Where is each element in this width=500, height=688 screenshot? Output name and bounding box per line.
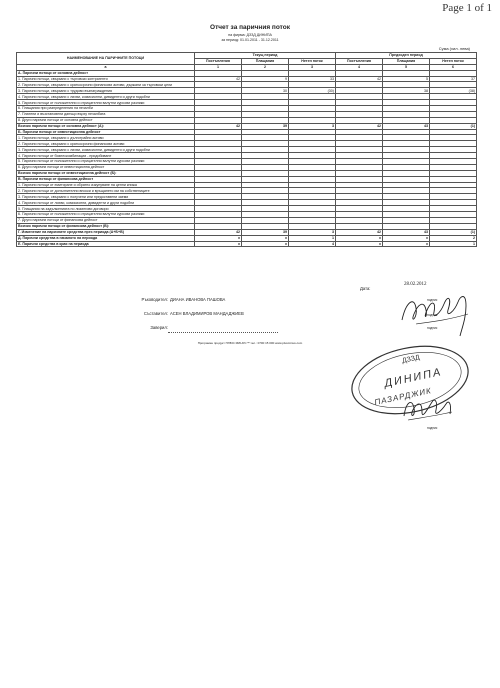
current-period-header: Текущ период: [195, 53, 336, 59]
value-cell: 9: [242, 76, 289, 82]
row-label: Б. Парични потоци от инвестиционна дейност: [17, 129, 195, 135]
row-label: А. Парични потоци от основна дейност: [17, 70, 195, 76]
value-cell: 39: [242, 123, 289, 129]
col-name-header: НАИМЕНОВАНИЕ НА ПАРИЧНИТЕ ПОТОЦИ: [17, 53, 195, 65]
row-label: 6. Плащания при разпределения на печалби: [17, 106, 195, 112]
value-cell: x: [336, 235, 383, 241]
row-label: 3. Парични потоци, свързани с лихви, комисионни, дивиденти и други подобни: [17, 147, 195, 153]
value-cell: 39: [242, 229, 289, 235]
row-label: Е. Парични средства в края на периода: [17, 241, 195, 247]
row-label: 1. Парични потоци, свързани с търговски контрагенти: [17, 76, 195, 82]
value-cell: x: [242, 235, 289, 241]
index-cell: 5: [383, 64, 430, 70]
row-label: 1. Парични потоци, свързани с дълготрайни активи: [17, 135, 195, 141]
page-number-label: Page 1 of 1: [442, 2, 492, 14]
index-cell: 3: [289, 64, 336, 70]
sub-header: Постъпления: [195, 58, 242, 64]
sub-header: Нетен поток: [430, 58, 477, 64]
value-cell: (1): [430, 229, 477, 235]
row-label: 5. Парични потоци от положителни и отрицателни валутни курсови разлики: [17, 159, 195, 165]
value-cell: x: [242, 241, 289, 247]
row-label: Всичко парични потоци от инвестиционна дейност (Б):: [17, 170, 195, 176]
value-cell: x: [336, 241, 383, 247]
value-cell: x: [383, 235, 430, 241]
table-row: [17, 241, 477, 247]
value-cell: 42: [195, 123, 242, 129]
value-cell: 4: [289, 241, 336, 247]
row-label: 2. Парични потоци, свързани с краткосрочни финансови активи, държани за търговски цели: [17, 82, 195, 88]
footer-note: Програмен продукт ПЛЮС МИНУС™ тел.: 0700 15 000 www.plusminus.com: [197, 341, 303, 345]
row-label: 4. Парични потоци, свързани с лихви, комисионни, дивиденти и други подобни: [17, 94, 195, 100]
sub-header: Нетен поток: [289, 58, 336, 64]
value-cell: x: [383, 241, 430, 247]
value-cell: 33: [289, 76, 336, 82]
index-cell: а: [17, 64, 195, 70]
row-label: 5. Плащания на задълженията по лизингови договори: [17, 206, 195, 212]
value-cell: x: [195, 241, 242, 247]
row-label: 6. Парични потоци от положителни и отрицателни валутни курсови разлики: [17, 212, 195, 218]
report-title: Отчет за паричния поток: [210, 24, 290, 31]
index-cell: 4: [336, 64, 383, 70]
cash-flow-body: [17, 70, 477, 247]
certifier-row: [112, 325, 170, 330]
value-cell: 3: [289, 229, 336, 235]
row-label: 8. Други парични потоци от основна дейност: [17, 117, 195, 123]
row-label: 5. Парични потоци от положителни и отрицателни валутни курсови разлики: [17, 100, 195, 106]
value-cell: (1): [430, 123, 477, 129]
company-line: на фирма: ДЗЗД ДИНИПА: [228, 33, 272, 37]
date-label: Дата:: [360, 286, 371, 291]
currency-note: Сума (хил. лева): [438, 46, 470, 51]
row-label: 4. Парични потоци от бизнескомбинации - придобиване: [17, 153, 195, 159]
value-cell: 5: [383, 76, 430, 82]
value-cell: 3: [289, 123, 336, 129]
row-label: 4. Парични потоци от лихви, комисионни, дивиденти и други подобни: [17, 200, 195, 206]
value-cell: 38: [383, 88, 430, 94]
value-cell: (30): [289, 88, 336, 94]
value-cell: 42: [336, 229, 383, 235]
row-label: 3. Парични потоци, свързани с трудови възнаграждения: [17, 88, 195, 94]
value-cell: (38): [430, 88, 477, 94]
value-cell: 42: [336, 76, 383, 82]
row-label: В. Парични потоци от финансова дейност: [17, 176, 195, 182]
sig-note: подпис: [427, 326, 438, 330]
manager-name: ДИАНА ИВАНОВА ПАШОВА: [170, 297, 226, 302]
row-label: Г. Изменение на паричните средства през периода (А+Б+В): [17, 229, 195, 235]
manager-label: Ръководител:: [141, 297, 168, 302]
row-label: Всичко парични потоци от финансова дейност (В):: [17, 223, 195, 229]
row-label: Д. Парични средства в началото на периода: [17, 235, 195, 241]
sub-header: Плащания: [383, 58, 430, 64]
stamp-top-text: ДЗЗД: [401, 354, 421, 365]
certifier-label: Заверил:: [150, 325, 168, 330]
stamp-bottom-text: ПАЗАРДЖИК: [373, 386, 433, 407]
index-cell: 2: [242, 64, 289, 70]
certifier-line: [168, 332, 278, 333]
compiler-row: [112, 311, 244, 316]
compiler-name: АСЕН ВЛАДИМИРОВ МАНДАДЖИЕВ: [170, 311, 244, 316]
value-cell: 37: [430, 76, 477, 82]
row-label: Всичко парични потоци от основна дейност (А):: [17, 123, 195, 129]
sub-header: Постъпления: [336, 58, 383, 64]
compiler-label: Съставител:: [143, 311, 168, 316]
row-label: 1. Парични потоци от емитиране и обратно изкупуване на ценни книжа: [17, 182, 195, 188]
index-cell: 6: [430, 64, 477, 70]
index-cell: 1: [195, 64, 242, 70]
value-cell: 1: [289, 235, 336, 241]
value-cell: 2: [430, 235, 477, 241]
value-cell: 42: [195, 229, 242, 235]
row-label: 7. Платени и възстановени данъци върху печалбата: [17, 111, 195, 117]
value-cell: 30: [242, 88, 289, 94]
value-cell: 42: [195, 76, 242, 82]
row-label: 2. Парични потоци от допълнителни вноски и връщането им на собствениците: [17, 188, 195, 194]
sub-header: Плащания: [242, 58, 289, 64]
value-cell: x: [195, 235, 242, 241]
cash-flow-table: [16, 52, 477, 247]
date-value: 28.02.2012: [404, 282, 427, 287]
period-line: за период: 01.01.2011 - 31.12.2011: [221, 38, 279, 42]
row-label: 2. Парични потоци, свързани с краткосрочни финансови активи: [17, 141, 195, 147]
stamp-middle-text: ДИНИПА: [383, 366, 444, 390]
row-label: 3. Парични потоци, свързани с получени или предоставени заеми: [17, 194, 195, 200]
value-cell: 42: [336, 123, 383, 129]
signature-image-1: [396, 284, 476, 344]
sig-note: подпис: [427, 313, 438, 317]
value-cell: 43: [383, 229, 430, 235]
value-cell: 43: [383, 123, 430, 129]
value-cell: 1: [430, 241, 477, 247]
row-label: 6. Други парични потоци от инвестиционна дейност: [17, 164, 195, 170]
row-label: 7. Други парични потоци от финансова дейност: [17, 217, 195, 223]
previous-period-header: Предходен период: [336, 53, 477, 59]
sig-note-2: подпис: [427, 426, 438, 430]
sig-note: подпис: [427, 298, 438, 302]
manager-row: [112, 297, 225, 302]
